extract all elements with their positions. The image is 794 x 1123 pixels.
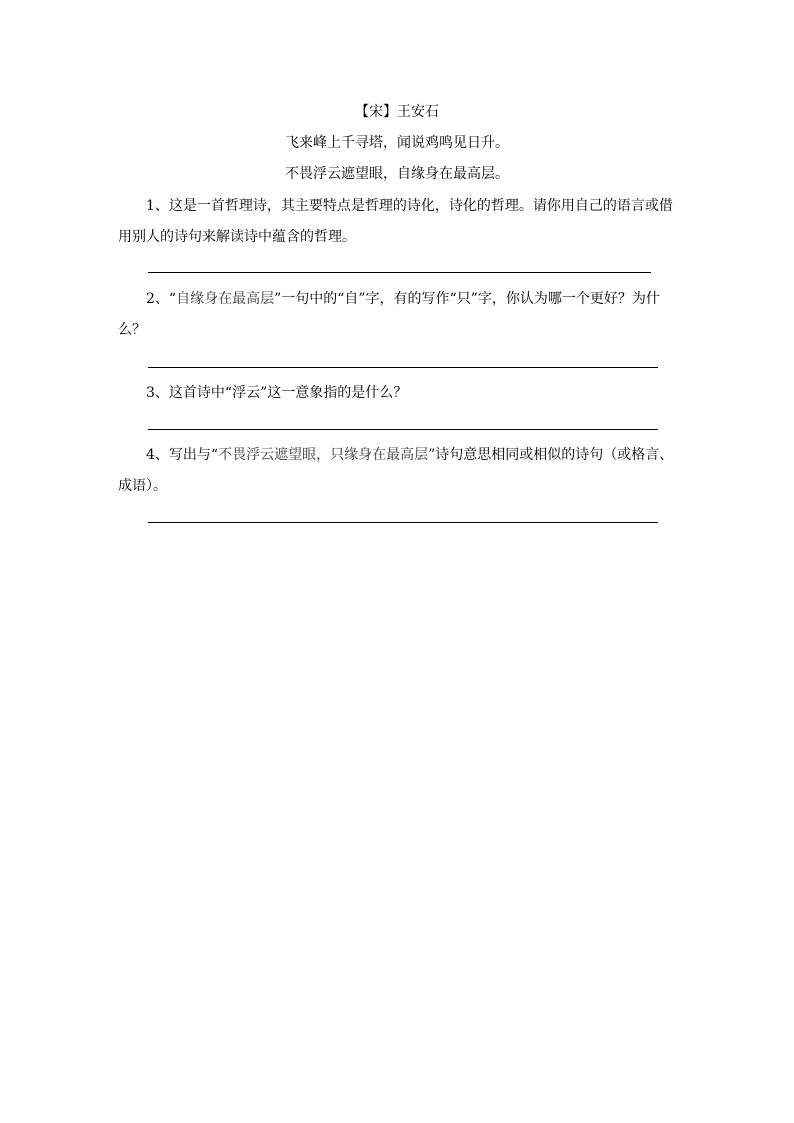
question-2-quote: 自缘身在最高层 [176,291,275,307]
question-4-prefix: 4、写出与“ [146,447,219,463]
answer-line-1[interactable] [148,272,651,273]
answer-line-3[interactable] [148,429,658,430]
question-2-prefix: 2、“ [146,291,177,307]
question-4-suffix: ”诗句意思相同或相似的诗句（或格言、成语）。 [118,447,674,494]
poem-line-1: 飞来峰上千寻塔，闻说鸡鸣见日升。 [285,135,509,151]
question-4-quote: 不畏浮云遮望眼，只缘身在最高层 [218,447,429,463]
poem-line-2: 不畏浮云遮望眼，自缘身在最高层。 [285,166,509,182]
answer-line-4[interactable] [148,522,658,523]
question-4 [118,440,676,502]
question-2 [118,284,676,346]
question-1: 1、这是一首哲理诗，其主要特点是哲理的诗化，诗化的哲理。请你用自己的语言或借用别人的诗句来解读诗中蕴含的哲理。 [118,198,673,245]
poem-author-line: 【宋】王安石 [355,104,439,120]
question-2-suffix: ”一句中的“自”字，有的写作“只”字，你认为哪一个更好？为什么？ [118,291,660,338]
question-3: 3、这首诗中“浮云”这一意象指的是什么？ [146,385,408,401]
answer-line-2[interactable] [148,367,658,368]
